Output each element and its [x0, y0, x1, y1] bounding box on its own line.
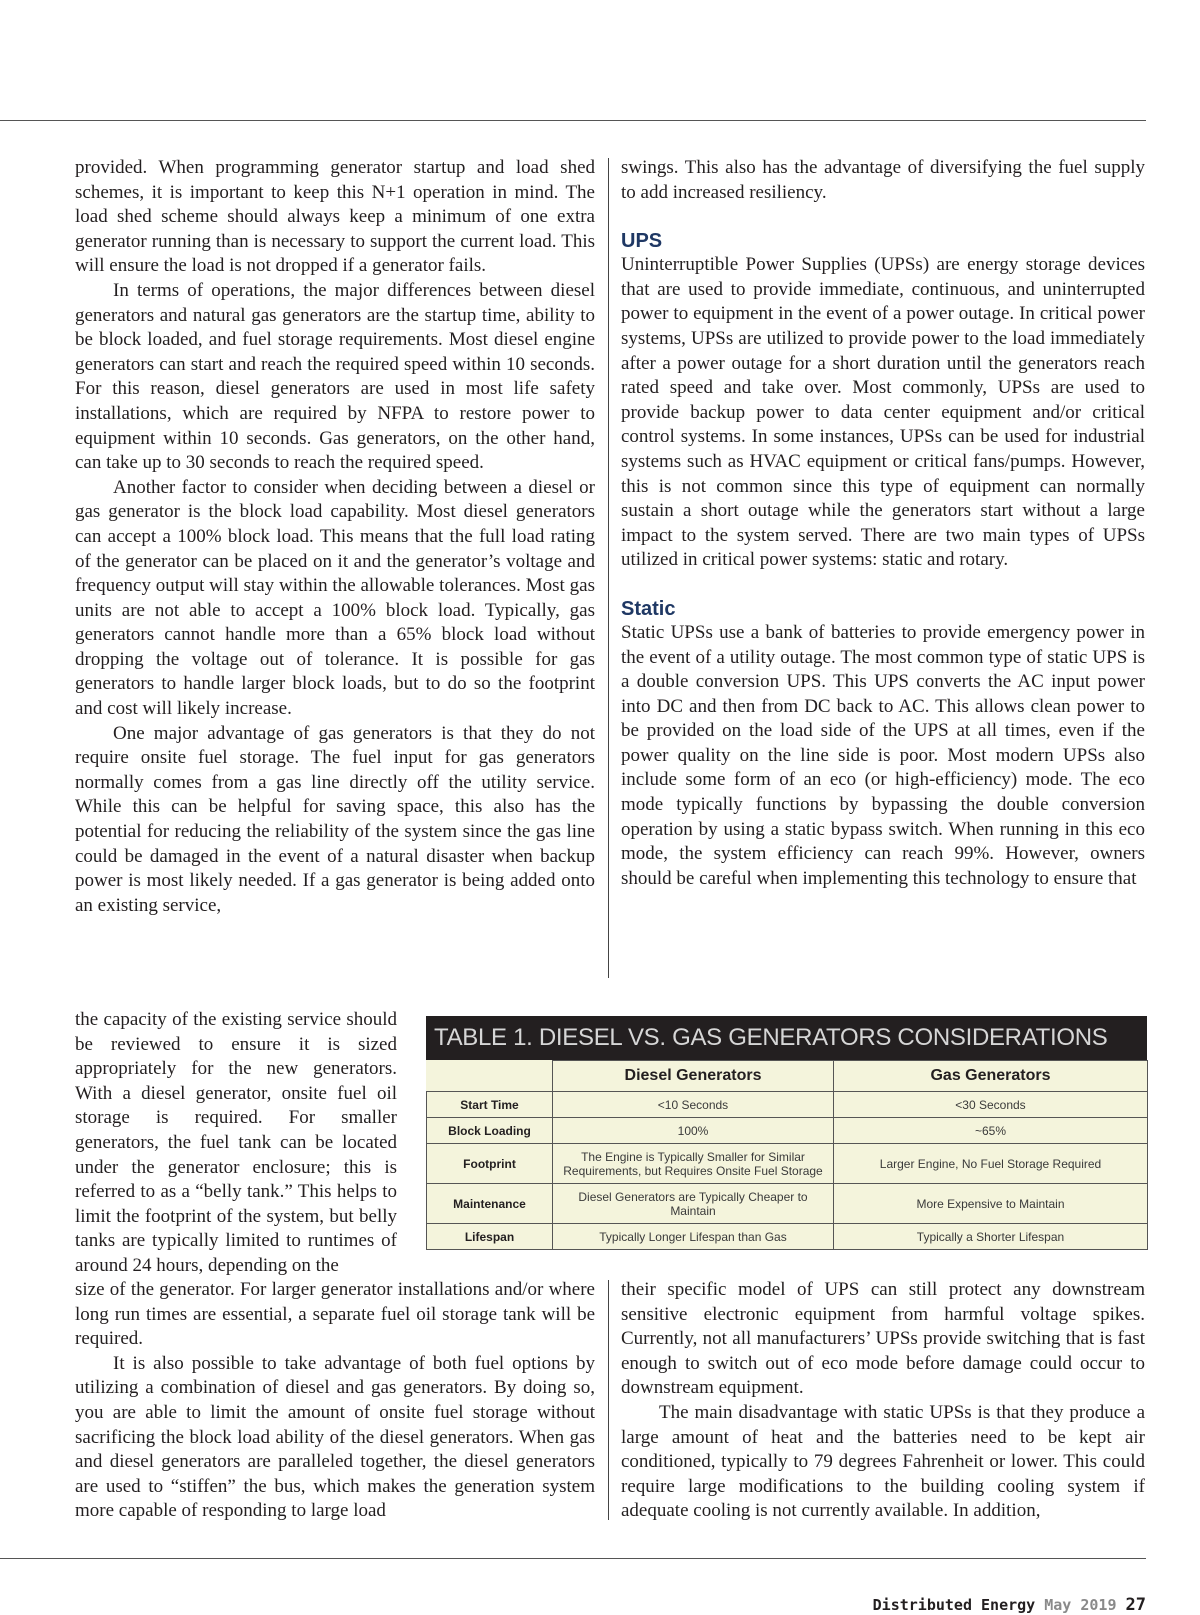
left-column	[75, 156, 595, 918]
heading-ups: UPS	[621, 230, 663, 253]
row-label: Footprint	[427, 1144, 553, 1184]
table-row	[427, 1184, 1148, 1224]
bottom-rule	[0, 1558, 1146, 1559]
diesel-cell: Diesel Generators are Typically Cheaper to Maintain	[553, 1184, 834, 1224]
table-row	[427, 1118, 1148, 1144]
table-row	[427, 1144, 1148, 1184]
page-number: 27	[1125, 1595, 1146, 1615]
left-paragraph-4: One major advantage of gas generators is that they do not require onsite fuel storage. The fuel input for gas generators normally comes from a gas line directly off the utility service. While this can be helpful for saving space, this also has the potential for reducing the reliability of the system since the gas line could be damaged in the event of a natural disaster when backup power is most likely needed. If a gas generator is being added onto an existing service,	[75, 722, 595, 916]
diesel-cell: The Engine is Typically Smaller for Similar Requirements, but Requires Onsite Fuel Storage	[553, 1144, 834, 1184]
left-column-narrow	[75, 1008, 397, 1279]
left-paragraph-3: Another factor to consider when deciding between a diesel or gas generator is the block load capability. Most diesel generators can accept a 100% block load. This means that the full load rating of the generator can be placed on it and the generator’s voltage and frequency output will stay within the allowable tolerances. Most gas units are not able to accept a 100% block load. Typically, gas generators cannot handle more than a 65% block load without dropping the voltage out of tolerance. It is possible for gas generators to handle larger block loads, but to do so the footprint and cost will likely increase.	[75, 476, 595, 720]
row-label: Maintenance	[427, 1184, 553, 1224]
table-grid	[426, 1060, 1148, 1250]
heading-static: Static	[621, 597, 676, 620]
diesel-cell: 100%	[553, 1118, 834, 1144]
left-paragraph-2: In terms of operations, the major differences between diesel generators and natural gas generators are the startup time, ability to be block loaded, and fuel storage requirements. Most diesel engine generators can start and reach the required speed within 10 seconds. For this reason, diesel generators are used in most life safety installations, which are required by NFPA to restore power to equipment within 10 seconds. Gas generators, on the other hand, can take up to 30 seconds to reach the required speed.	[75, 279, 595, 474]
row-label: Lifespan	[427, 1224, 553, 1250]
diesel-cell: Typically Longer Lifespan than Gas	[553, 1224, 834, 1250]
header-diesel: Diesel Generators	[553, 1061, 834, 1092]
gas-cell: More Expensive to Maintain	[834, 1184, 1148, 1224]
generator-comparison-table	[426, 1016, 1147, 1254]
table-row	[427, 1224, 1148, 1250]
column-divider-top	[608, 158, 609, 978]
left-column-bottom	[75, 1278, 595, 1524]
table-header-row	[427, 1061, 1148, 1092]
left-paragraph-4-end: size of the generator. For larger generator installations and/or where long run times are essential, a separate fuel oil storage tank will be required.	[75, 1279, 595, 1350]
header-gas: Gas Generators	[834, 1061, 1148, 1092]
row-label: Block Loading	[427, 1118, 553, 1144]
left-paragraph-4-narrow: the capacity of the existing service should be reviewed to ensure it is sized appropriately for the new generators. With a diesel generator, onsite fuel oil storage is required. For smaller generators, the fuel tank can be located under the generator enclosure; this is referred to as a “belly tank.” This helps to limit the footprint of the system, but belly tanks are typically limited to runtimes of around 24 hours, depending on the	[75, 1009, 397, 1276]
right-column-bottom	[621, 1278, 1145, 1524]
gas-cell: Larger Engine, No Fuel Storage Required	[834, 1144, 1148, 1184]
table-row	[427, 1092, 1148, 1118]
footer-date: May 2019	[1044, 1596, 1117, 1614]
gas-cell: <30 Seconds	[834, 1092, 1148, 1118]
table-title: TABLE 1. DIESEL VS. GAS GENERATORS CONSIDERATIONS	[426, 1016, 1147, 1060]
gas-cell: ~65%	[834, 1118, 1148, 1144]
right-column	[621, 156, 1145, 891]
footer-magazine: Distributed Energy	[872, 1596, 1036, 1614]
right-paragraph-1: swings. This also has the advantage of diversifying the fuel supply to add increased resiliency.	[621, 157, 1145, 203]
right-paragraph-bottom-2: The main disadvantage with static UPSs is that they produce a large amount of heat and the batteries need to be kept air conditioned, typically to 79 degrees Fahrenheit or lower. This could require large modifications to the building cooling system if adequate cooling is not currently available. In addition,	[621, 1401, 1145, 1522]
gas-cell: Typically a Shorter Lifespan	[834, 1224, 1148, 1250]
left-paragraph-5: It is also possible to take advantage of both fuel options by utilizing a combination of diesel and gas generators. By doing so, you are able to limit the amount of onsite fuel storage without sacrificing the block load ability of the diesel generators. When gas and diesel generators are paralleled together, the diesel generators are used to “stiffen” the bus, which makes the generation system more capable of responding to large load	[75, 1352, 595, 1522]
row-label: Start Time	[427, 1092, 553, 1118]
ups-paragraph: Uninterruptible Power Supplies (UPSs) are energy storage devices that are used to provide immediate, continuous, and uninterrupted power to equipment in the event of a power outage. In critical power systems, UPSs are utilized to provide power to the load immediately after a power outage for a short duration until the generators reach rated speed and take over. Most commonly, UPSs are used to provide backup power to data center equipment and/or critical control systems. In some instances, UPSs can be used for industrial systems such as HVAC equipment or critical fans/pumps. However, this is not common since this type of equipment can normally sustain a short outage while the generators start without a large impact to the system served. There are two main types of UPSs utilized in critical power systems: static and rotary.	[621, 254, 1145, 571]
diesel-cell: <10 Seconds	[553, 1092, 834, 1118]
left-paragraph-1: provided. When programming generator startup and load shed schemes, it is important to keep this N+1 operation in mind. The load shed scheme should always keep a minimum of one extra generator running than is necessary to support the current load. This will ensure the load is not dropped if a generator fails.	[75, 157, 595, 277]
page-footer	[873, 1595, 1146, 1615]
static-paragraph: Static UPSs use a bank of batteries to provide emergency power in the event of a utility outage. The most common type of static UPS is a double conversion UPS. This UPS converts the AC input power into DC and then from DC back to AC. This allows clean power to be provided on the load side of the UPS at all times, even if the power quality on the line side is poor. Most modern UPSs also include some form of an eco (or high-efficiency) mode. The eco mode typically functions by bypassing the double conversion operation by using a static bypass switch. When running in this eco mode, the system efficiency can reach 99%. However, owners should be careful when implementing this technology to ensure that	[621, 621, 1145, 889]
right-paragraph-bottom-1: their specific model of UPS can still protect any downstream sensitive electronic equipment from harmful voltage spikes. Currently, not all manufacturers’ UPSs provide switching that is fast enough to switch out of eco mode before damage could occur to downstream equipment.	[621, 1279, 1145, 1399]
table-corner-cell	[427, 1061, 553, 1092]
top-rule	[0, 120, 1146, 121]
column-divider-bottom	[608, 1280, 609, 1520]
